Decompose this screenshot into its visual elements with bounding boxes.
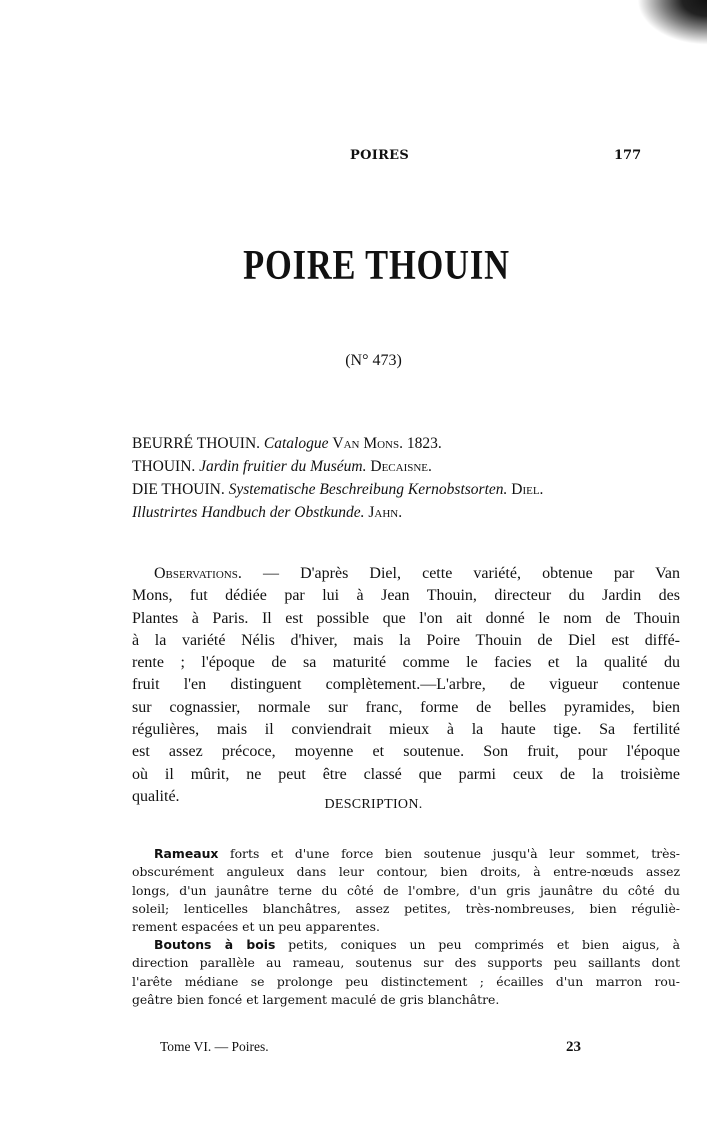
observations-line: rente ; l'époque de sa maturité comme le facies et la qualité du	[132, 654, 680, 672]
synonym-work: Catalogue	[263, 435, 329, 452]
observations-line: Plantes à Paris. Il est possible que l'on ait donné le nom de Thouin	[132, 609, 680, 627]
description-line: direction parallèle au rameau, soutenus sur des supports peu saillants dont	[132, 955, 680, 971]
synonym-name: DIE THOUIN.	[132, 481, 225, 498]
synonym-entry	[132, 501, 672, 524]
description-line: Boutons à bois petits, coniques un peu comprimés et bien aigus, à	[154, 937, 680, 952]
description-boutons	[132, 936, 680, 1009]
description-term: Rameaux	[154, 846, 219, 861]
description-line: soleil; lenticelles blanchâtres, assez petites, très-nombreuses, bien réguliè-	[132, 900, 680, 916]
synonym-entry	[132, 455, 672, 478]
synonym-author: Decaisne.	[370, 458, 432, 475]
description-line: Rameaux forts et d'une force bien soutenue jusqu'à leur sommet, très-	[154, 846, 680, 861]
scan-speckle-decoration	[637, 0, 707, 45]
description-line: rement espacées et un peu apparentes.	[132, 919, 380, 935]
synonym-author: Diel.	[511, 481, 544, 498]
footer-signature: 23	[566, 1039, 581, 1055]
description-line: longs, d'un jaunâtre terne du côté de l'ombre, d'un gris jaunâtre du côté du	[132, 882, 680, 898]
synonym-work: Illustrirtes Handbuch der Obstkunde.	[132, 504, 365, 521]
page-footer	[0, 1039, 707, 1059]
observations-line: qualité.	[132, 787, 180, 805]
observations-line: fruit l'en distinguent complètement.—L'arbre, de vigueur contenue	[132, 676, 680, 694]
observations-line: régulières, mais il conviendrait mieux à la haute tige. Sa fertilité	[132, 721, 680, 739]
synonym-author: Van Mons.	[332, 435, 403, 452]
footer-volume: Tome VI. — Poires.	[160, 1039, 269, 1054]
synonym-list	[132, 432, 672, 524]
description-term: Boutons à bois	[154, 937, 276, 952]
synonym-work: Jardin fruitier du Muséum.	[199, 458, 367, 475]
description-line: obscurément anguleux dans leur contour, bien droits, à entre-nœuds assez	[132, 864, 680, 880]
observations-line: à la variété Nélis d'hiver, mais la Poire Thouin de Diel est diffé-	[132, 631, 680, 649]
observations-label: Observations.	[154, 565, 242, 582]
description-line: geâtre bien foncé et largement maculé de gris blanchâtre.	[132, 991, 500, 1007]
description-rameaux	[132, 845, 680, 936]
synonym-year: 1823.	[406, 435, 442, 452]
observations-line: où il mûrit, ne peut être classé que parmi ceux de la troisième	[132, 765, 680, 783]
running-head	[0, 148, 707, 168]
synonym-author: Jahn.	[368, 504, 403, 521]
description-line: l'arête médiane se prolonge peu distinctement ; écailles d'un marron rou-	[132, 973, 680, 989]
observations-line: Observations. — D'après Diel, cette variété, obtenue par Van	[154, 565, 681, 582]
observations-line: est assez précoce, moyenne et soutenue. Son fruit, pour l'époque	[132, 743, 680, 761]
synonym-work: Systematische Beschreibung Kernobstsorten.	[228, 481, 508, 498]
running-head-title: POIRES	[350, 148, 410, 163]
page-title: POIRE THOUIN	[243, 243, 510, 289]
variety-number: (N° 473)	[345, 352, 402, 369]
description-heading: DESCRIPTION.	[324, 797, 423, 812]
observations-line: Mons, fut dédiée par lui à Jean Thouin, directeur du Jardin des	[132, 587, 680, 605]
synonym-entry	[132, 432, 672, 455]
synonym-entry	[132, 478, 672, 501]
page-number: 177	[614, 148, 642, 163]
synonym-name: BEURRÉ THOUIN.	[132, 435, 261, 452]
observations-line: sur cognassier, normale sur franc, forme de belles pyramides, bien	[132, 698, 680, 716]
synonym-name: THOUIN.	[132, 458, 196, 475]
observations-paragraph	[132, 563, 680, 808]
